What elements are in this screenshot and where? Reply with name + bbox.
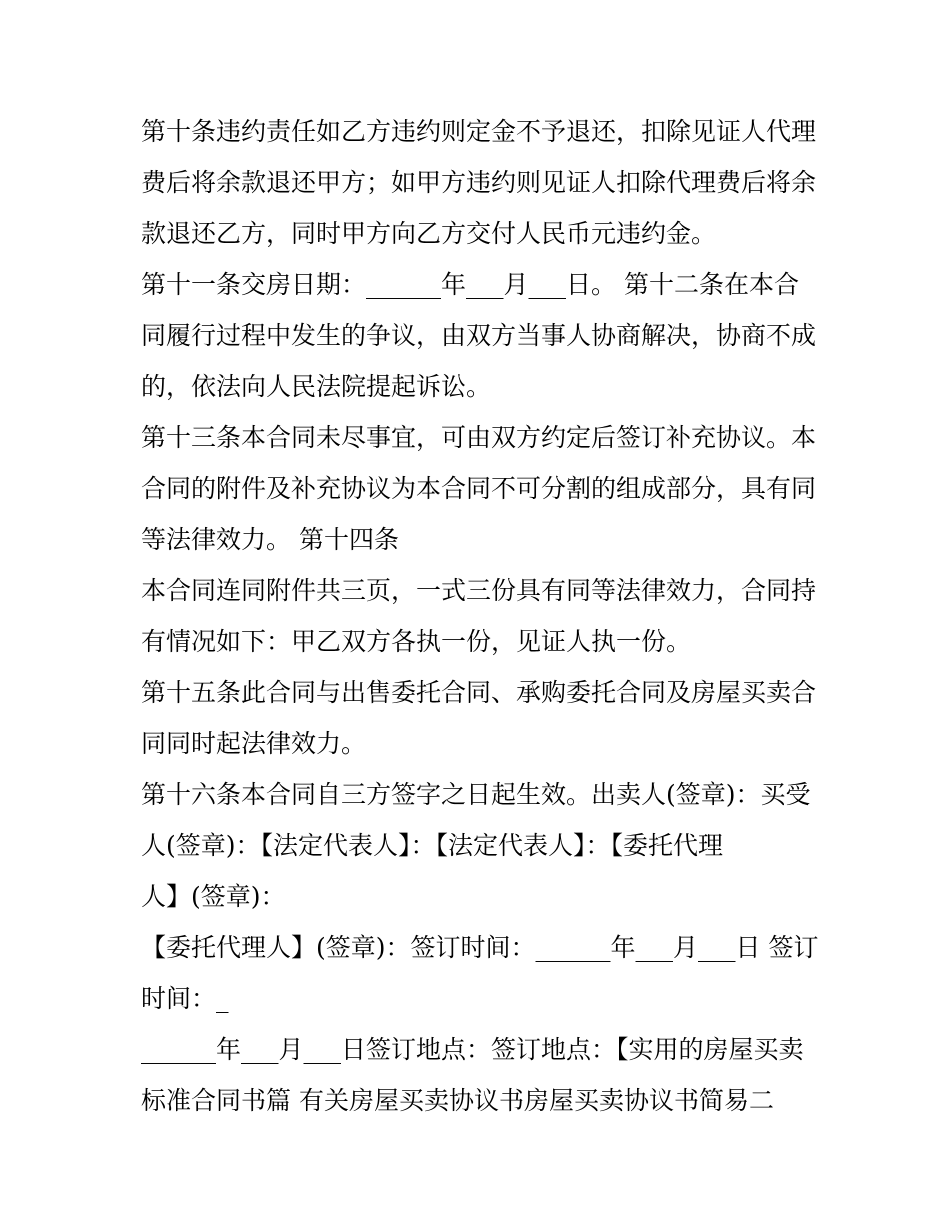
- text-line: 第十五条此合同与出售委托合同、承购委托合同及房屋买卖合: [141, 678, 817, 707]
- text-line: 的，依法向人民法院提起诉讼。: [141, 372, 492, 401]
- text-line: 人】(签章)：: [141, 882, 286, 911]
- text-line: 同同时起法律效力。: [141, 729, 367, 758]
- text-line: ______年___月___日签订地点：签订地点：【实用的房屋买卖: [141, 1035, 804, 1064]
- text-line: 等法律效力。 第十四条: [141, 525, 399, 554]
- text-line: 第十六条本合同自三方签字之日起生效。出卖人(签章)：买受: [141, 780, 811, 809]
- text-line: 第十一条交房日期：______年___月___日。 第十二条在本合: [141, 270, 799, 299]
- text-line: 同履行过程中发生的争议，由双方当事人协商解决，协商不成: [141, 321, 817, 350]
- text-line: 标准合同书篇 有关房屋买卖协议书房屋买卖协议书简易二: [141, 1086, 774, 1115]
- text-line: 有情况如下：甲乙双方各执一份，见证人执一份。: [141, 627, 692, 656]
- text-line: 款退还乙方，同时甲方向乙方交付人民币元违约金。: [141, 219, 717, 248]
- text-line: 【委托代理人】(签章)：签订时间：______年___月___日 签订: [141, 933, 819, 962]
- text-line: 合同的附件及补充协议为本合同不可分割的组成部分，具有同: [141, 474, 817, 503]
- contract-text: [141, 106, 821, 1126]
- text-line: 人(签章)：【法定代表人】：【法定代表人】：【委托代理: [141, 831, 724, 860]
- text-line: 第十三条本合同未尽事宜，可由双方约定后签订补充协议。本: [141, 423, 817, 452]
- text-line: 费后将余款退还甲方；如甲方违约则见证人扣除代理费后将余: [141, 168, 817, 197]
- text-line: 本合同连同附件共三页，一式三份具有同等法律效力，合同持: [141, 576, 817, 605]
- text-line: 时间：_: [141, 984, 229, 1013]
- text-line: 第十条违约责任如乙方违约则定金不予退还，扣除见证人代理: [141, 117, 817, 146]
